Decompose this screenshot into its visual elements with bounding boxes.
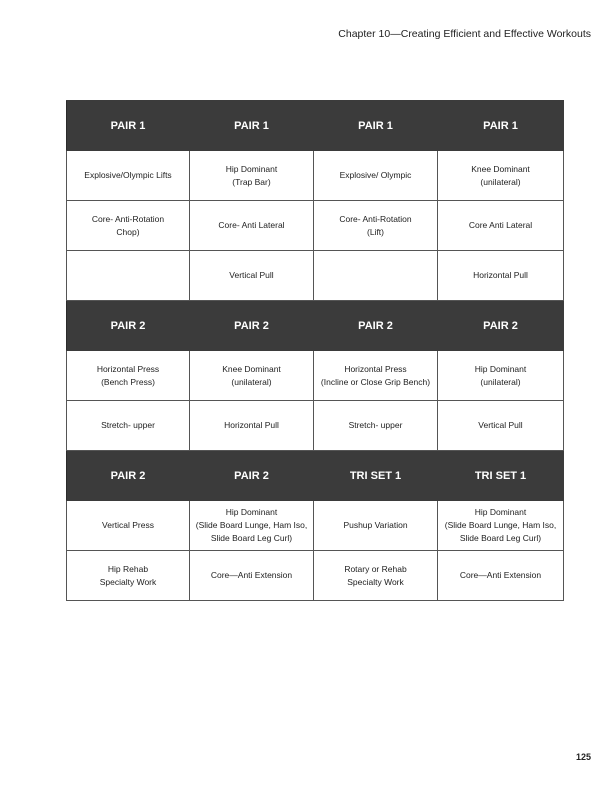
- table-cell: Stretch- upper: [314, 401, 438, 451]
- table-header-row: [67, 301, 564, 351]
- table-row: [67, 151, 564, 201]
- table-cell: Horizontal Pull: [190, 401, 314, 451]
- header-cell: PAIR 2: [314, 301, 438, 351]
- table-header-row: [67, 451, 564, 501]
- table-row: [67, 351, 564, 401]
- table-cell: [67, 251, 190, 301]
- table-row: [67, 501, 564, 551]
- table-cell: Horizontal Press (Bench Press): [67, 351, 190, 401]
- table-cell: [314, 251, 438, 301]
- table-row: [67, 251, 564, 301]
- header-cell: PAIR 2: [67, 301, 190, 351]
- table-cell: Stretch- upper: [67, 401, 190, 451]
- table-cell: Core Anti Lateral: [438, 201, 564, 251]
- table-cell: Core—Anti Extension: [190, 551, 314, 601]
- table-row: [67, 551, 564, 601]
- header-cell: PAIR 2: [190, 301, 314, 351]
- table-cell: Hip Dominant (Trap Bar): [190, 151, 314, 201]
- header-cell: PAIR 1: [67, 101, 190, 151]
- header-cell: PAIR 1: [190, 101, 314, 151]
- table-cell: Vertical Press: [67, 501, 190, 551]
- running-head: Chapter 10—Creating Efficient and Effective Workouts: [338, 28, 591, 40]
- table-cell: Explosive/Olympic Lifts: [67, 151, 190, 201]
- table-cell: Horizontal Pull: [438, 251, 564, 301]
- table-cell: Hip Dominant (Slide Board Lunge, Ham Iso, Slide Board Leg Curl): [190, 501, 314, 551]
- workout-table: [66, 100, 564, 601]
- header-cell: PAIR 2: [438, 301, 564, 351]
- page-number: 125: [575, 752, 591, 762]
- header-cell: PAIR 2: [67, 451, 190, 501]
- table-row: [67, 201, 564, 251]
- table-cell: Hip Dominant (unilateral): [438, 351, 564, 401]
- table-cell: Vertical Pull: [438, 401, 564, 451]
- table-cell: Core- Anti Lateral: [190, 201, 314, 251]
- header-cell: TRI SET 1: [438, 451, 564, 501]
- table-cell: Core—Anti Extension: [438, 551, 564, 601]
- table-cell: Vertical Pull: [190, 251, 314, 301]
- table-cell: Hip Dominant (Slide Board Lunge, Ham Iso, Slide Board Leg Curl): [438, 501, 564, 551]
- table-cell: Knee Dominant (unilateral): [438, 151, 564, 201]
- table-cell: Pushup Variation: [314, 501, 438, 551]
- table-cell: Horizontal Press (Incline or Close Grip Bench): [314, 351, 438, 401]
- table-cell: Rotary or Rehab Specialty Work: [314, 551, 438, 601]
- header-cell: PAIR 1: [438, 101, 564, 151]
- table-cell: Hip Rehab Specialty Work: [67, 551, 190, 601]
- header-cell: TRI SET 1: [314, 451, 438, 501]
- table-cell: Knee Dominant (unilateral): [190, 351, 314, 401]
- table-cell: Core- Anti-Rotation Chop): [67, 201, 190, 251]
- header-cell: PAIR 1: [314, 101, 438, 151]
- table-cell: Explosive/ Olympic: [314, 151, 438, 201]
- table-header-row: [67, 101, 564, 151]
- table-cell: Core- Anti-Rotation (Lift): [314, 201, 438, 251]
- header-cell: PAIR 2: [190, 451, 314, 501]
- table-row: [67, 401, 564, 451]
